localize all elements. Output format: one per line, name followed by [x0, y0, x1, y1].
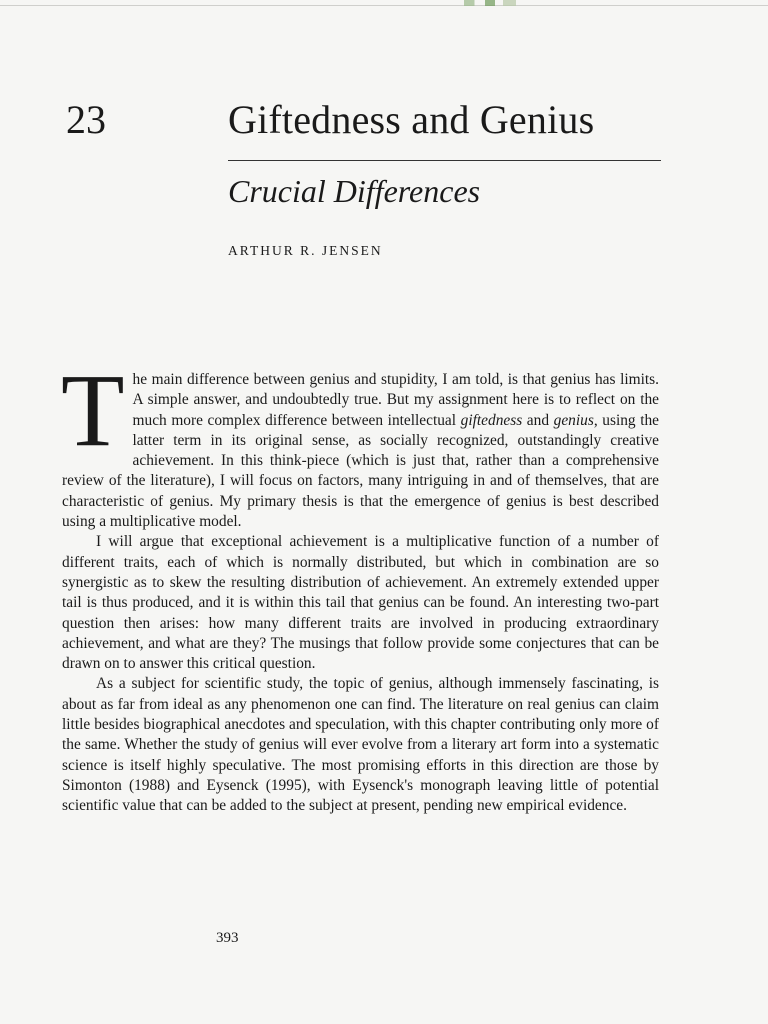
text-run: As a subject for scientific study, the topic of genius, although immensely fascinating, is about as far from ideal as any phenomenon one can find. The literature on real genius can claim little besides biographical anecdotes and speculation, with this chapter contributing only more of the same. Whether the study of genius will ever evolve from a literary art form into a systematic science is itself highly speculative. The most promising efforts in this direction are those by Simonton (1988) and Eysenck (1995), with Eysenck's monograph leaving little of potential scientific value that can be added to the subject at present, pending new empirical evidence.	[62, 675, 659, 815]
text-run: , using the latter term in its original sense, as socially recognized, outstandingly creative achievement. In this think-piece (which is just that, rather than a comprehensive review of the literature), I will focus on factors, many intriguing in and of themselves, that are characteristic of genius. My primary thesis is that the emergence of genius is best described using a multiplicative model.	[62, 411, 659, 531]
body-paragraph	[62, 674, 659, 816]
text-run: I will argue that exceptional achievement is a multiplicative function of a number of different traits, each of which is normally distributed, but which in combination are so synergistic as to skew the resulting distribution of achievement. An extremely extended upper tail is thus produced, and it is within this tail that genius can be found. An interesting two-part question then arises: how many different traits are involved in producing extraordinary achievement, and what are they? The musings that follow provide some conjectures that can be drawn on to answer this critical question.	[62, 533, 659, 673]
chapter-number: 23	[66, 97, 106, 142]
page-number: 393	[216, 930, 239, 946]
drop-cap: T	[61, 353, 125, 468]
top-edge-rule	[0, 5, 768, 6]
text-run: he main difference between genius and stupidity, I am told, is that genius has limits. A simple answer, and undoubtedly true. But my assignment here is to reflect on the much more complex difference between intellectual	[132, 371, 659, 429]
chapter-author: ARTHUR R. JENSEN	[228, 243, 383, 258]
body-text	[61, 353, 659, 817]
emphasized-text: genius	[553, 411, 594, 429]
body-paragraph	[61, 353, 659, 532]
title-divider	[228, 160, 661, 161]
body-paragraph	[62, 532, 659, 674]
text-run: and	[522, 411, 554, 429]
top-edge-mark	[464, 0, 516, 6]
chapter-title: Giftedness and Genius	[228, 97, 595, 142]
chapter-subtitle: Crucial Differences	[228, 173, 481, 209]
emphasized-text: giftedness	[460, 411, 523, 429]
